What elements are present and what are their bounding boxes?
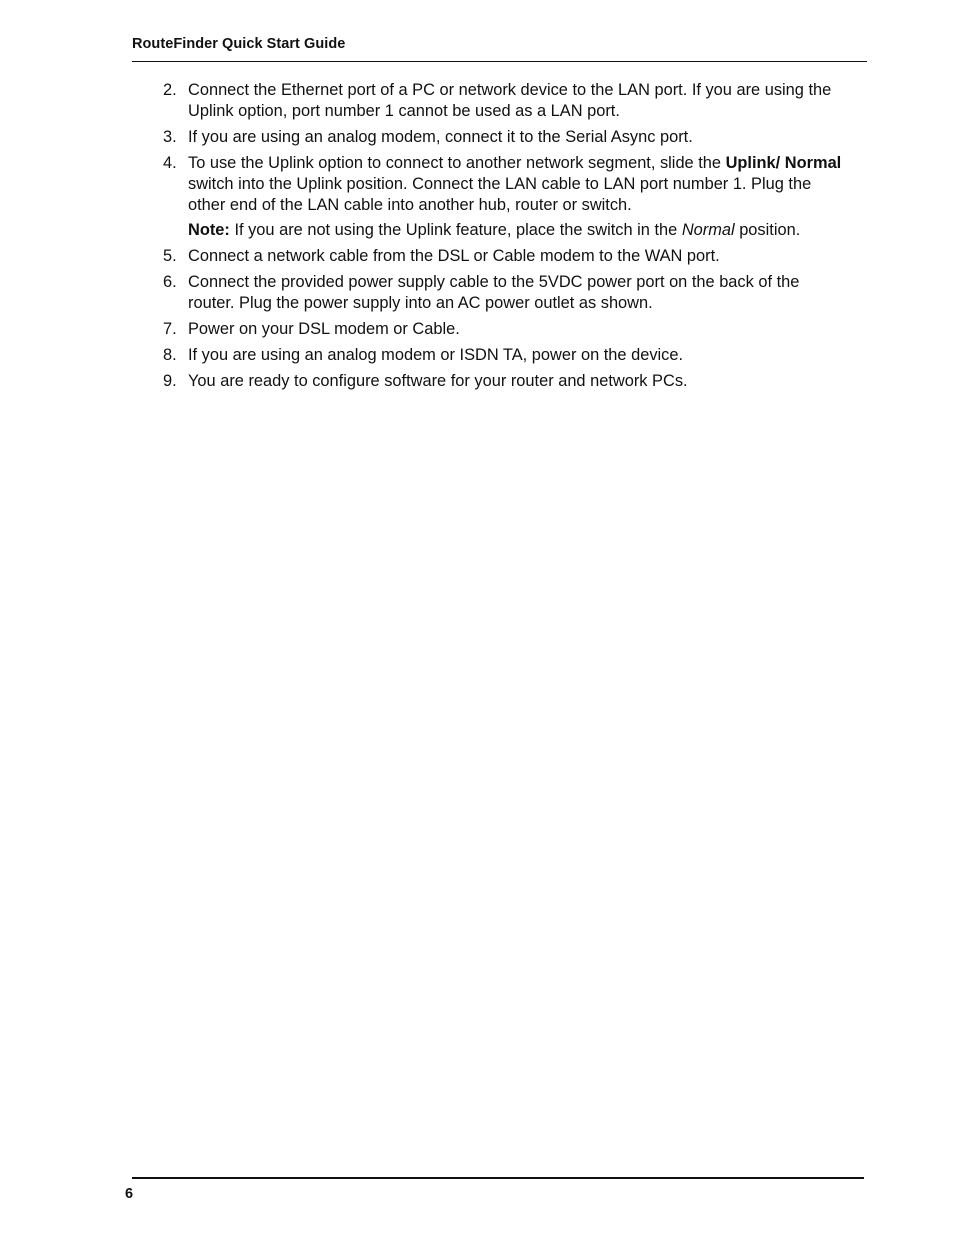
note-label: Note: <box>188 221 230 239</box>
step-2 <box>0 80 848 122</box>
step-text: If you are using an analog modem, connect it to the Serial Async port. <box>188 128 693 146</box>
step-text-part: To use the Uplink option to connect to another network segment, slide the <box>188 154 726 172</box>
normal-position-term: Normal <box>681 221 735 239</box>
step-text: You are ready to configure software for your router and network PCs. <box>188 372 688 390</box>
step-number: 7. <box>163 320 177 338</box>
footer-rule <box>132 1177 864 1179</box>
step-text: Connect a network cable from the DSL or Cable modem to the WAN port. <box>188 247 720 265</box>
running-header-title: RouteFinder Quick Start Guide <box>132 36 346 52</box>
step-number: 6. <box>163 273 177 291</box>
note-text-part: position. <box>734 221 801 239</box>
step-text: Power on your DSL modem or Cable. <box>188 320 460 338</box>
step-7 <box>0 319 848 340</box>
step-number: 9. <box>163 372 177 390</box>
step-text: Connect the Ethernet port of a PC or network device to the LAN port. If you are using the Uplink option, port number 1 cannot be used as a LAN port. <box>188 81 832 120</box>
step-4 <box>0 153 848 216</box>
header-rule <box>132 61 867 62</box>
uplink-note <box>0 220 848 241</box>
step-number: 3. <box>163 128 177 146</box>
step-number: 2. <box>163 81 177 99</box>
step-5 <box>0 246 848 267</box>
step-text: If you are using an analog modem or ISDN TA, power on the device. <box>188 346 684 364</box>
instruction-steps <box>0 80 954 397</box>
step-number: 5. <box>163 247 177 265</box>
step-3 <box>0 127 848 148</box>
step-number: 4. <box>163 154 177 172</box>
step-9 <box>0 371 848 392</box>
note-text-part: If you are not using the Uplink feature, place the switch in the <box>229 221 682 239</box>
page-number: 6 <box>125 1186 134 1202</box>
uplink-normal-switch-term: Uplink/ Normal <box>725 154 842 172</box>
step-text-part: switch into the Uplink position. Connect the LAN cable to LAN port number 1. Plug the other end of the LAN cable into another hub, router or switch. <box>188 175 812 214</box>
step-text: Connect the provided power supply cable to the 5VDC power port on the back of the router. Plug the power supply into an AC power outlet as shown. <box>188 273 800 312</box>
step-number: 8. <box>163 346 177 364</box>
step-8 <box>0 345 848 366</box>
step-6 <box>0 272 848 314</box>
